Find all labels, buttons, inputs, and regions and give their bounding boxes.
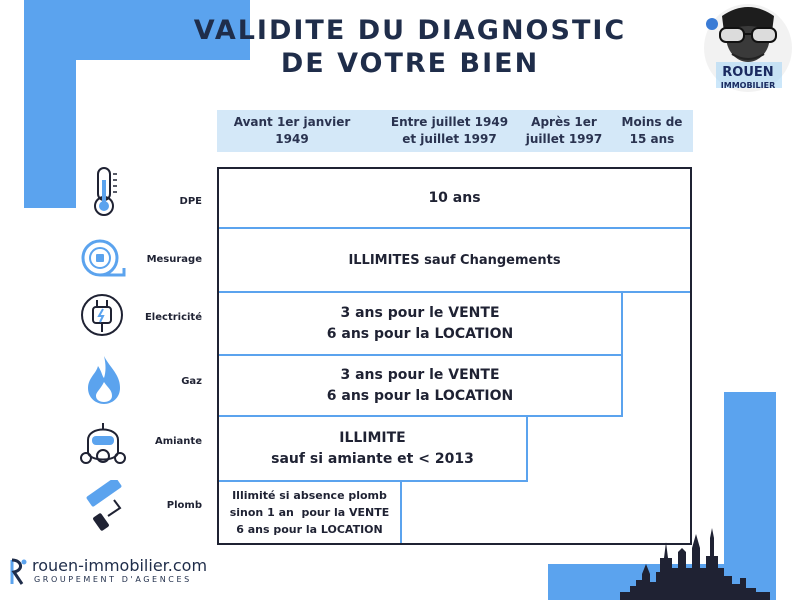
table-row-gaz: 3 ans pour le VENTE 6 ans pour la LOCATION <box>219 356 623 417</box>
brand-logo-badge <box>702 2 794 94</box>
page-title <box>160 14 660 80</box>
column-header-avant-1949: Avant 1er janvier 1949 <box>233 115 351 146</box>
row-label-plomb: Plomb <box>166 500 202 511</box>
row-label-amiante: Amiante <box>154 436 202 447</box>
column-header-apres-1997: Après 1er juillet 1997 <box>525 115 603 146</box>
table-row-electricite: 3 ans pour le VENTE 6 ans pour la LOCATION <box>219 293 623 356</box>
column-header-1949-1997: Entre juillet 1949 et juillet 1997 <box>390 115 509 146</box>
table-row-dpe: 10 ans <box>219 169 690 229</box>
svg-text:IMMOBILIER: IMMOBILIER <box>720 81 776 90</box>
title-line-2: DE VOTRE BIEN <box>280 48 540 79</box>
gas-mask-icon <box>80 418 126 464</box>
row-label-gaz: Gaz <box>181 376 202 387</box>
electric-plug-icon <box>80 292 126 338</box>
gas-flame-icon <box>80 354 126 400</box>
table-row-plomb: Illimité si absence plomb sinon 1 an pour la VENTE 6 ans pour la LOCATION <box>219 482 402 543</box>
tape-measure-icon <box>80 236 126 282</box>
brand-subtitle: GROUPEMENT D'AGENCES <box>34 575 192 584</box>
validity-table <box>217 167 692 545</box>
row-label-mesurage: Mesurage <box>146 254 202 265</box>
table-row-mesurage: ILLIMITES sauf Changements <box>219 229 690 293</box>
brand-name: rouen-immobilier.com <box>32 556 208 575</box>
city-skyline-icon <box>620 528 770 600</box>
column-header-moins-15-ans: Moins de 15 ans <box>621 115 683 146</box>
column-header-bar <box>217 110 693 152</box>
title-line-1: VALIDITE DU DIAGNOSTIC <box>193 15 627 46</box>
decor-shape-left-bar <box>24 60 76 208</box>
thermometer-icon <box>80 166 126 212</box>
paint-roller-icon <box>80 480 126 526</box>
row-label-electricite: Electricité <box>144 312 202 323</box>
brand-logo-icon <box>8 556 28 586</box>
brand-footer <box>8 556 218 586</box>
svg-text:ROUEN: ROUEN <box>722 65 774 80</box>
row-label-dpe: DPE <box>179 196 202 207</box>
table-row-amiante: ILLIMITE sauf si amiante et < 2013 <box>219 417 528 482</box>
